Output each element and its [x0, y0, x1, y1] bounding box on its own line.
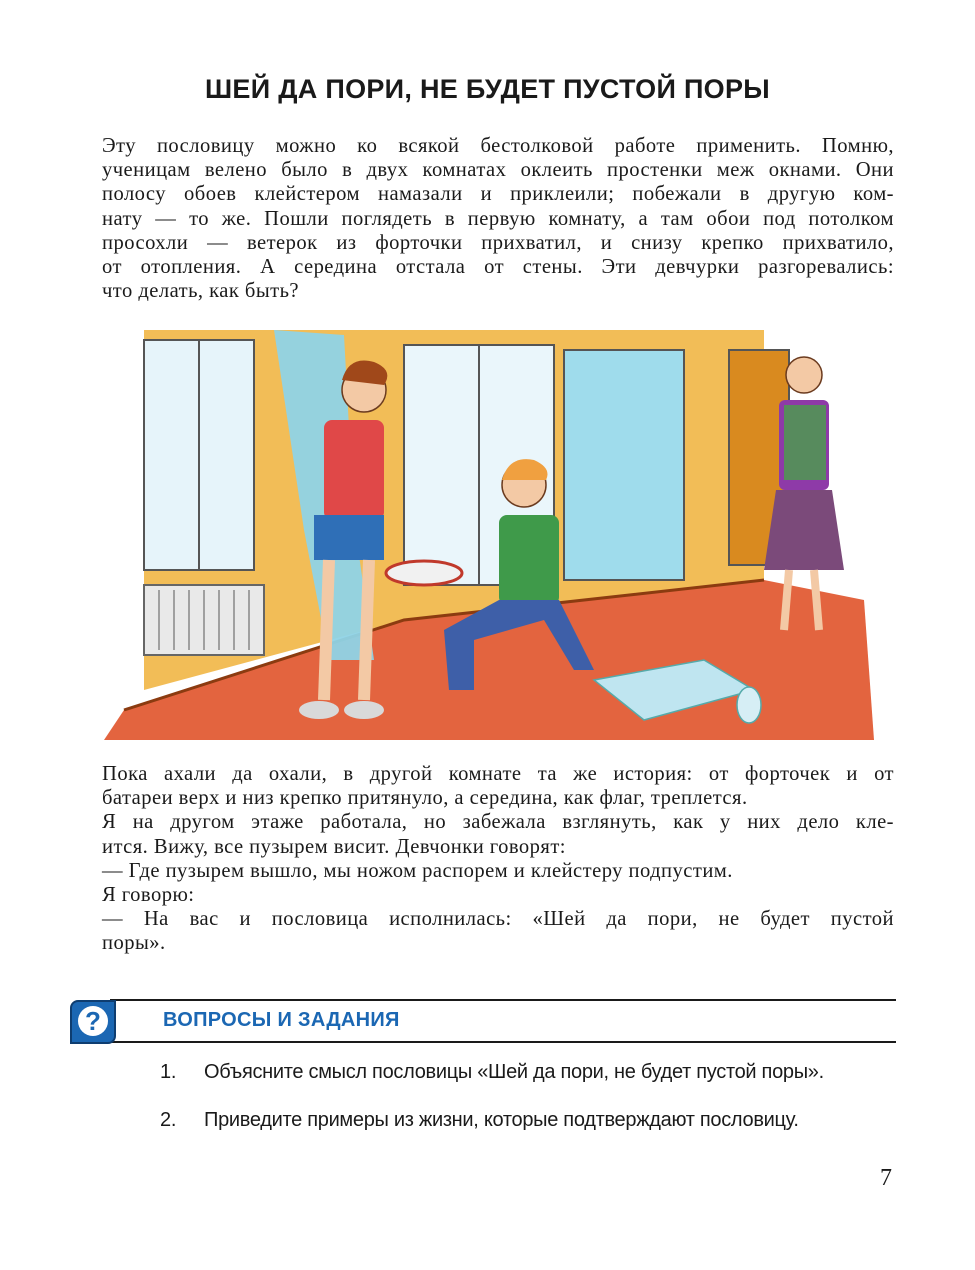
intro-line: просохли — ветерок из форточки прихватил, и снизу крепко прихватило, — [102, 231, 894, 254]
task-item — [160, 1109, 799, 1132]
story-line: — На вас и пословица исполнилась: «Шей да пори, не будет пустой — [102, 908, 894, 931]
intro-line: полосу обоев клейстером намазали и приклеили; побежали в другую ком- — [102, 183, 894, 206]
intro-line: нату — то же. Пошли поглядеть в первую комнату, а там обои под потолком — [102, 207, 894, 230]
intro-paragraph — [102, 134, 894, 303]
question-icon — [70, 1000, 116, 1044]
story-line: — Где пузырем вышло, мы ножом распорем и клейстеру подпустим. — [102, 859, 733, 882]
task-text: Приведите примеры из жизни, которые подтверждают пословицу. — [204, 1109, 799, 1131]
story-paragraph — [102, 762, 894, 956]
story-line: Я на другом этаже работала, но забежала взглянуть, как у них дело кле- — [102, 811, 894, 834]
questions-heading: ВОПРОСЫ И ЗАДАНИЯ — [163, 1009, 400, 1031]
divider — [110, 1041, 896, 1043]
task-number: 1. — [160, 1061, 177, 1083]
story-line: Пока ахали да охали, в другой комнате та же история: от форточек и от — [102, 763, 894, 785]
task-item — [160, 1061, 824, 1084]
story-line: ится. Вижу, все пузырем висит. Девчонки говорят: — [102, 835, 566, 858]
intro-line: Эту пословицу можно ко всякой бестолковой работе применить. Помню, — [102, 135, 894, 157]
story-line: батареи верх и низ крепко притянуло, а середина, как флаг, треплется. — [102, 787, 748, 810]
page-number: 7 — [880, 1165, 892, 1191]
story-line: Я говорю: — [102, 884, 195, 907]
intro-line: от отопления. А середина отстала от стены. Эти девчурки разгоревались: — [102, 256, 894, 279]
task-text: Объясните смысл пословицы «Шей да пори, не будет пустой поры». — [204, 1061, 824, 1083]
divider — [110, 999, 896, 1001]
question-mark: ? — [78, 1006, 108, 1036]
questions-header — [70, 997, 896, 1047]
page-title: ШЕЙ ДА ПОРИ, НЕ БУДЕТ ПУСТОЙ ПОРЫ — [204, 74, 771, 104]
illustration-wallpaper-scene — [104, 330, 874, 740]
task-number: 2. — [160, 1109, 177, 1131]
story-line: поры». — [102, 932, 166, 955]
intro-line: ученицам велено было в двух комнатах оклеить простенки меж окнами. Они — [102, 159, 894, 182]
intro-line: что делать, как быть? — [102, 280, 300, 303]
